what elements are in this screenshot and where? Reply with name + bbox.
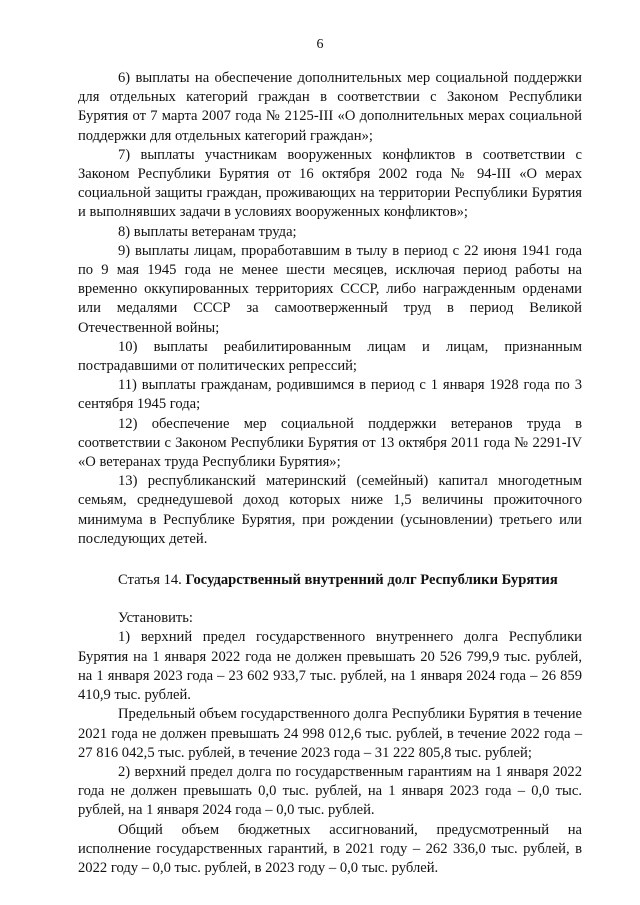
list-item-10: 10) выплаты реабилитированным лицам и лицам, признанным пострадавшими от политических репрессий;: [78, 338, 582, 375]
guarantees-allocations-paragraph: Общий объем бюджетных ассигнований, предусмотренный на исполнение государственных гарантий, в 2021 году – 262 336,0 тыс. рублей, в 2022 году – 0,0 тыс. рублей, в 2023 году – 0,0 тыс. рублей.: [78, 821, 582, 876]
list-item-12: 12) обеспечение мер социальной поддержки ветеранов труда в соответствии с Законом Республики Бурятия от 13 октября 2011 года № 2291-IV «О ветеранах труда Республики Бурятия»;: [78, 415, 582, 471]
list-item-11: 11) выплаты гражданам, родившимся в период с 1 января 1928 года по 3 сентября 1945 года;: [78, 377, 582, 413]
article-label: Статья 14.: [118, 572, 182, 589]
list-item-9: 9) выплаты лицам, проработавшим в тылу в период с 22 июня 1941 года по 9 мая 1945 года не менее шести месяцев, исключая период работы на временно оккупированных территориях СССР, либо награжденным орденами или медалями СССР за самоотверженный труд в период Великой Отечественной войны;: [78, 242, 582, 336]
list-item-13: 13) республиканский материнский (семейный) капитал многодетным семьям, среднедушевой доход которых ниже 1,5 величины прожиточного минимума в Республике Бурятия, при рождении (усыновлении) третьего или последующих детей.: [78, 473, 582, 547]
document-body: [78, 69, 582, 878]
list-item-7: 7) выплаты участникам вооруженных конфликтов в соответствии с Законом Республики Бурятия от 16 октября 2002 года № 94-III «О мерах социальной защиты граждан, проживающих на территории Республики Бурятия и выполнявших задачи в условиях вооруженных конфликтов»;: [78, 146, 582, 221]
article-heading: [78, 571, 582, 590]
debt-max-volume-paragraph: Предельный объем государственного долга Республики Бурятия в течение 2021 года не должен превышать 24 998 012,6 тыс. рублей, в течение 2022 года – 27 816 042,5 тыс. рублей, в течение 2023 года – 31 222 805,8 тыс. рублей;: [78, 706, 582, 761]
article-title: Государственный внутренний долг Республики Бурятия: [185, 572, 558, 589]
list-item-6: 6) выплаты на обеспечение дополнительных мер социальной поддержки для отдельных категорий граждан в соответствии с Законом Республики Бурятия от 7 марта 2007 года № 2125-III «О дополнительных мерах социальной поддержки для отдельных категорий граждан»;: [78, 70, 582, 144]
list-item-8: 8) выплаты ветеранам труда;: [118, 223, 297, 240]
article-intro: Установить:: [118, 610, 193, 627]
debt-upper-limit-paragraph: 1) верхний предел государственного внутреннего долга Республики Бурятия на 1 января 2022 года не должен превышать 20 526 799,9 тыс. рублей, на 1 января 2023 года – 23 602 933,7 тыс. рублей, на 1 января 2024 года – 26 859 410,9 тыс. рублей.: [78, 629, 582, 704]
page-number: 6: [316, 37, 324, 52]
guarantees-limit-paragraph: 2) верхний предел долга по государственным гарантиям на 1 января 2022 года не должен превышать 0,0 тыс. рублей, на 1 января 2023 года – 0,0 тыс. рублей, на 1 января 2024 года – 0,0 тыс. рублей.: [78, 763, 582, 819]
